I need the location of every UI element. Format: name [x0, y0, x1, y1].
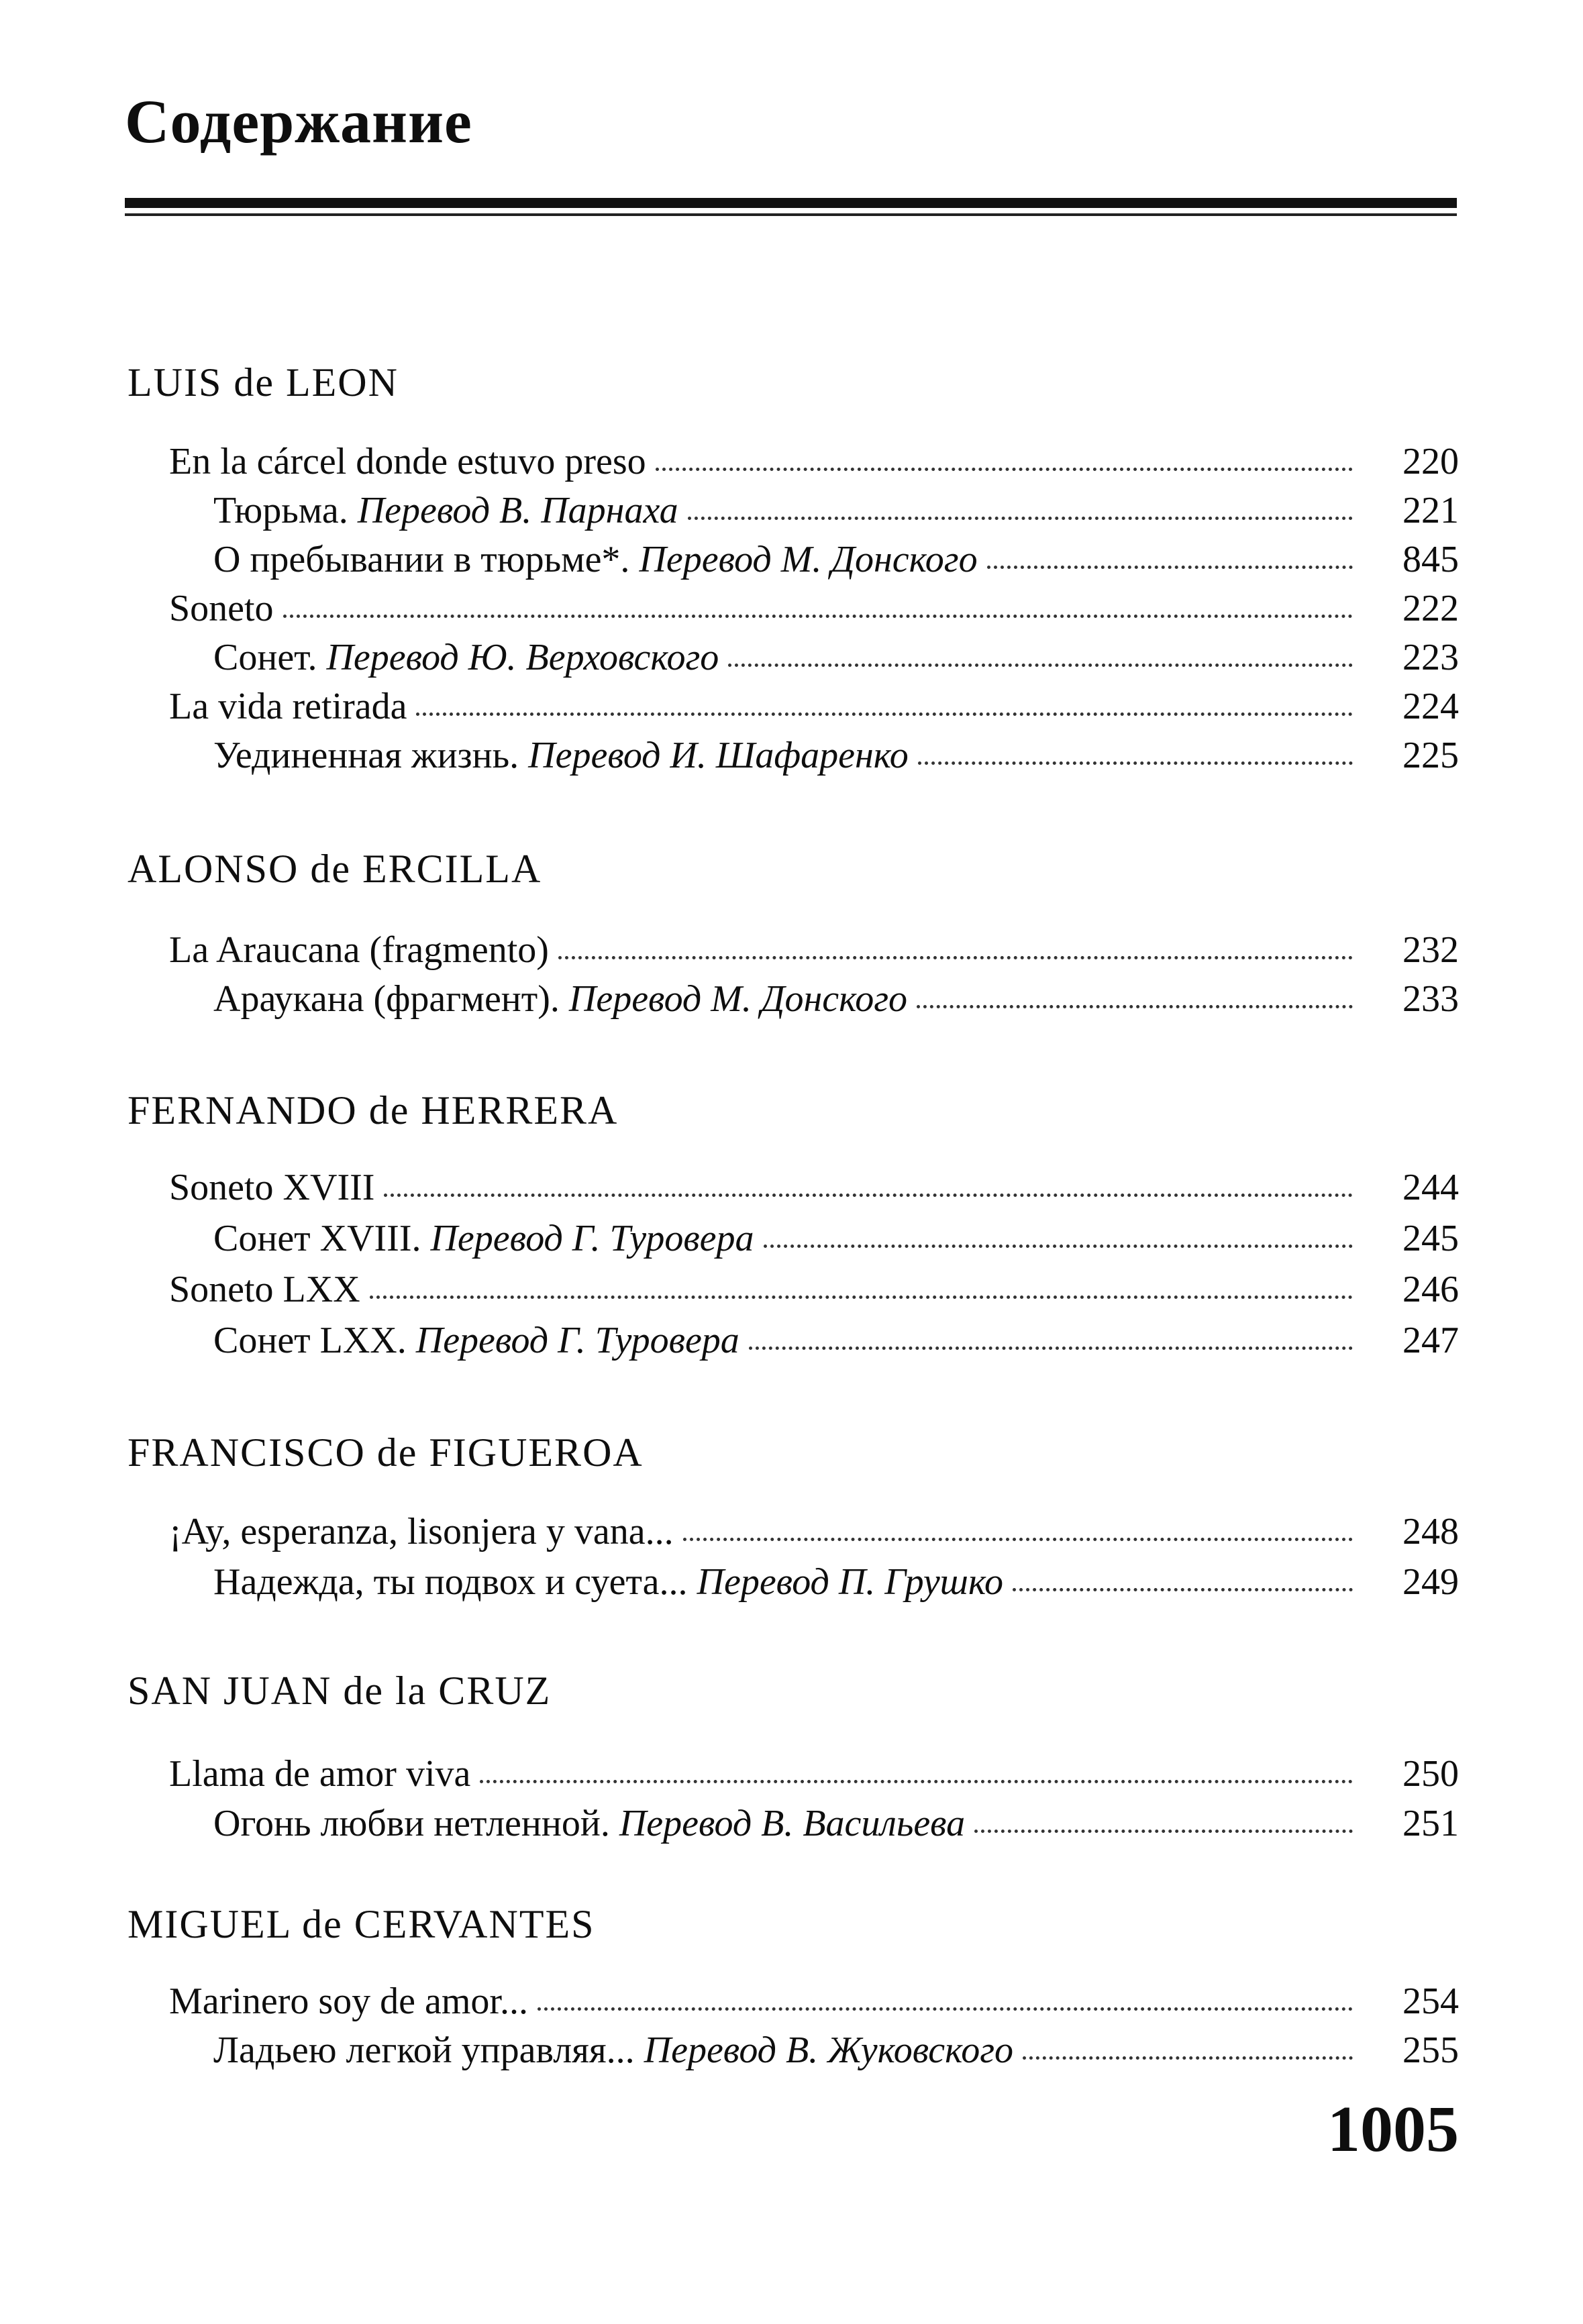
- page-number: 845: [1402, 539, 1459, 580]
- entry-title: О пребывании в тюрьме*.: [213, 539, 640, 580]
- dot-leader: [538, 2007, 1353, 2011]
- entry-title: Уединенная жизнь.: [213, 735, 529, 776]
- entry-title: En la cárcel donde estuvo preso: [169, 441, 646, 482]
- page-number: 221: [1402, 490, 1459, 531]
- entry-translator: Перевод М. Донского: [639, 539, 978, 580]
- toc-entry[interactable]: [213, 492, 1459, 529]
- page-number: 244: [1402, 1167, 1459, 1208]
- dot-leader: [1023, 2056, 1353, 2060]
- page-number: 255: [1402, 2029, 1459, 2071]
- dot-leader: [656, 468, 1353, 471]
- dot-leader: [480, 1780, 1353, 1783]
- entry-title: Сонет XVIII.: [213, 1218, 431, 1259]
- entry-title: La vida retirada: [169, 686, 407, 727]
- dot-leader: [683, 1538, 1353, 1541]
- author-heading: FRANCISCO de FIGUEROA: [127, 1430, 644, 1475]
- heading-rule-thick: [125, 198, 1457, 208]
- entry-translator: Перевод В. Жуковского: [644, 2029, 1014, 2071]
- entry-title: Араукана (фрагмент).: [213, 978, 569, 1020]
- entry-title: Сонет.: [213, 637, 327, 678]
- toc-entry[interactable]: [169, 1755, 1459, 1793]
- entry-translator: Перевод В. Васильева: [619, 1803, 966, 1844]
- toc-entry[interactable]: [169, 931, 1459, 969]
- page-number: 220: [1402, 441, 1459, 482]
- entry-title: Тюрьма.: [213, 490, 358, 531]
- page-number: 223: [1402, 637, 1459, 678]
- dot-leader: [917, 1005, 1353, 1008]
- dot-leader: [558, 956, 1353, 959]
- toc-entry[interactable]: [213, 541, 1459, 578]
- toc-entry[interactable]: [169, 590, 1459, 627]
- dot-leader: [688, 517, 1353, 520]
- page-number: 246: [1402, 1269, 1459, 1310]
- entry-title: Marinero soy de amor...: [169, 1980, 528, 2022]
- dot-leader: [918, 761, 1353, 765]
- page-number: 224: [1402, 686, 1459, 727]
- entry-title: Soneto XVIII: [169, 1167, 375, 1208]
- author-heading: ALONSO de ERCILLA: [127, 847, 542, 891]
- page-number: 249: [1402, 1561, 1459, 1603]
- dot-leader: [1013, 1588, 1353, 1591]
- page-number: 233: [1402, 978, 1459, 1020]
- dot-leader: [764, 1245, 1353, 1248]
- page-number: 247: [1402, 1320, 1459, 1361]
- dot-leader: [728, 664, 1353, 667]
- toc-entry[interactable]: [169, 1271, 1459, 1308]
- entry-title: Огонь любви нетленной.: [213, 1803, 619, 1844]
- dot-leader: [370, 1296, 1353, 1299]
- entry-title: Soneto LXX: [169, 1269, 360, 1310]
- entry-translator: Перевод Г. Туровера: [415, 1320, 739, 1361]
- toc-entry[interactable]: [213, 2031, 1459, 2069]
- toc-entry[interactable]: [213, 1563, 1459, 1601]
- toc-entry[interactable]: [169, 1169, 1459, 1206]
- entry-translator: Перевод Ю. Верховского: [326, 637, 719, 678]
- entry-translator: Перевод М. Донского: [568, 978, 908, 1020]
- author-heading: LUIS de LEON: [127, 360, 399, 405]
- dot-leader: [283, 615, 1353, 618]
- author-heading: MIGUEL de CERVANTES: [127, 1902, 595, 1946]
- dot-leader: [974, 1830, 1353, 1833]
- author-heading: SAN JUAN de la CRUZ: [127, 1669, 552, 1713]
- page-number: 222: [1402, 588, 1459, 629]
- entry-translator: Перевод И. Шафаренко: [528, 735, 909, 776]
- page-number: 245: [1402, 1218, 1459, 1259]
- toc-entry[interactable]: [169, 688, 1459, 725]
- entry-title: Надежда, ты подвох и суета...: [213, 1561, 697, 1603]
- page-number: 232: [1402, 929, 1459, 971]
- entry-title: Llama de amor viva: [169, 1753, 471, 1795]
- entry-title: La Araucana (fragmento): [169, 929, 549, 971]
- entry-title: Ладьею легкой управляя...: [213, 2029, 644, 2071]
- author-heading: FERNANDO de HERRERA: [127, 1088, 619, 1132]
- heading-rule-thin: [125, 213, 1457, 216]
- page-heading: Содержание: [125, 87, 472, 156]
- entry-translator: Перевод П. Грушко: [697, 1561, 1004, 1603]
- page-number: 251: [1402, 1803, 1459, 1844]
- toc-entry[interactable]: [213, 737, 1459, 774]
- entry-translator: Перевод В. Парнаха: [357, 490, 678, 531]
- dot-leader: [987, 566, 1353, 569]
- toc-entry[interactable]: [213, 1322, 1459, 1359]
- page-folio-number: 1005: [1327, 2093, 1459, 2166]
- toc-entry[interactable]: [213, 639, 1459, 676]
- page-number: 250: [1402, 1753, 1459, 1795]
- toc-entry[interactable]: [169, 1513, 1459, 1550]
- page-number: 248: [1402, 1511, 1459, 1552]
- page-number: 254: [1402, 1980, 1459, 2022]
- entry-translator: Перевод Г. Туровера: [430, 1218, 754, 1259]
- entry-title: Soneto: [169, 588, 274, 629]
- toc-entry[interactable]: [169, 1980, 1459, 2022]
- toc-entry[interactable]: [213, 1220, 1459, 1257]
- dot-leader: [749, 1346, 1353, 1350]
- toc-entry[interactable]: [169, 443, 1459, 480]
- dot-leader: [384, 1194, 1353, 1197]
- page-number: 225: [1402, 735, 1459, 776]
- toc-entry[interactable]: [213, 1805, 1459, 1842]
- entry-title: ¡Ay, esperanza, lisonjera y vana...: [169, 1511, 674, 1552]
- entry-title: Сонет LXX.: [213, 1320, 416, 1361]
- dot-leader: [416, 712, 1353, 716]
- toc-entry[interactable]: [213, 980, 1459, 1018]
